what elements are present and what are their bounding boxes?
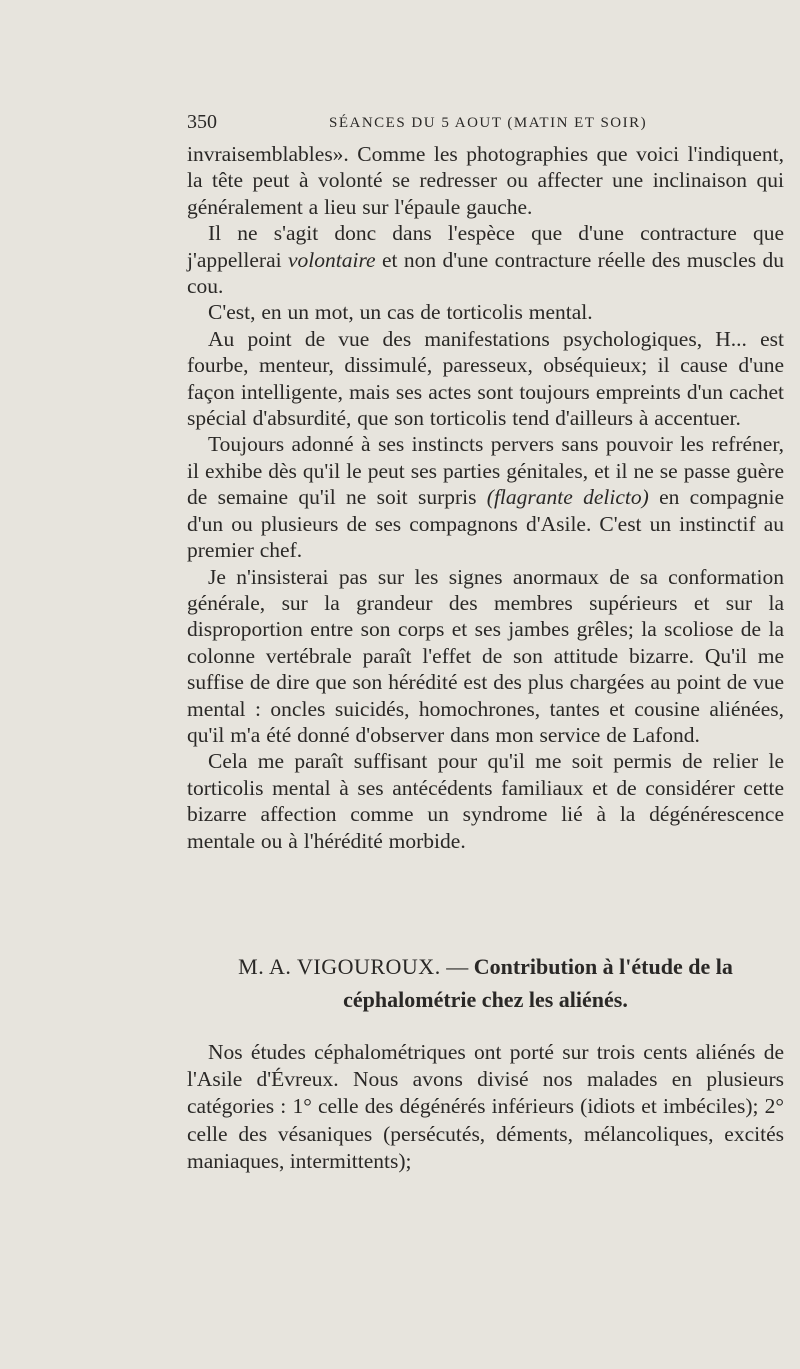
- paragraph: C'est, en un mot, un cas de torticolis mental.: [208, 300, 593, 325]
- paragraph: Toujours adonné à ses instincts pervers sans pouvoir les refréner, il exhibe dès qu'il le peut ses parties génitales, et il ne se passe guère de semaine qu'il ne soit surpris (flagrante delicto) en compagnie d'un ou plusieurs de ses compagnons d'Asile. C'est un instinctif au premier chef.: [187, 432, 784, 563]
- emphasis: (flagrante delicto): [486, 485, 649, 510]
- paragraph: Nos études céphalométriques ont porté sur trois cents aliénés de l'Asile d'Évreux. Nous avons divisé nos malades en plusieurs catégories : 1° celle des dégénérés inférieurs (idiots et imbéciles); 2° celle des vésaniques (persécutés, déments, mélancoliques, excités maniaques, intermittents);: [187, 1040, 784, 1173]
- running-title: SÉANCES DU 5 AOUT (MATIN ET SOIR): [329, 115, 648, 131]
- paragraph: Il ne s'agit donc dans l'espèce que d'une contracture que j'appellerai volontaire et non d'une contracture réelle des muscles du cou.: [187, 221, 784, 299]
- heading-dash: —: [440, 954, 474, 979]
- body-text: [187, 141, 784, 854]
- section-heading: [187, 950, 784, 1016]
- paragraph: Je n'insisterai pas sur les signes anormaux de sa conformation générale, sur la grandeur des membres supérieurs et sur la disproportion entre son corps et ses jambes grêles; la scoliose de la colonne vertébrale paraît l'effet de son attitude bizarre. Qu'il me suffise de dire que son hérédité est des plus chargées au point de vue mental : oncles suicidés, homochrones, tantes et cousine aliénées, qu'il m'a été donné d'observer dans mon service de Lafond.: [187, 564, 784, 747]
- page-number: 350: [187, 111, 217, 133]
- paragraph: Cela me paraît suffisant pour qu'il me soit permis de relier le torticolis mental à ses antécédents familiaux et de considérer cette bizarre affection comme un syndrome lié à la dégénérescence mentale ou à l'hérédité morbide.: [187, 749, 784, 853]
- paragraph: invraisemblables». Comme les photographies que voici l'indiquent, la tête peut à volonté se redresser ou affecter une inclinaison qui généralement a lieu sur l'épaule gauche.: [187, 142, 784, 219]
- paragraph: Au point de vue des manifestations psychologiques, H... est fourbe, menteur, dissimulé, paresseux, obséquieux; il cause d'une façon intelligente, mais ses actes sont toujours empreints d'un cachet spécial d'absurdité, que son torticolis tend d'ailleurs à accentuer.: [187, 326, 784, 431]
- section-author: M. A. VIGOUROUX.: [238, 954, 441, 979]
- section-title: Contribution à l'étude de la céphalométrie chez les aliénés.: [343, 954, 733, 1012]
- section-body: [187, 1039, 784, 1175]
- emphasis: volontaire: [288, 247, 376, 272]
